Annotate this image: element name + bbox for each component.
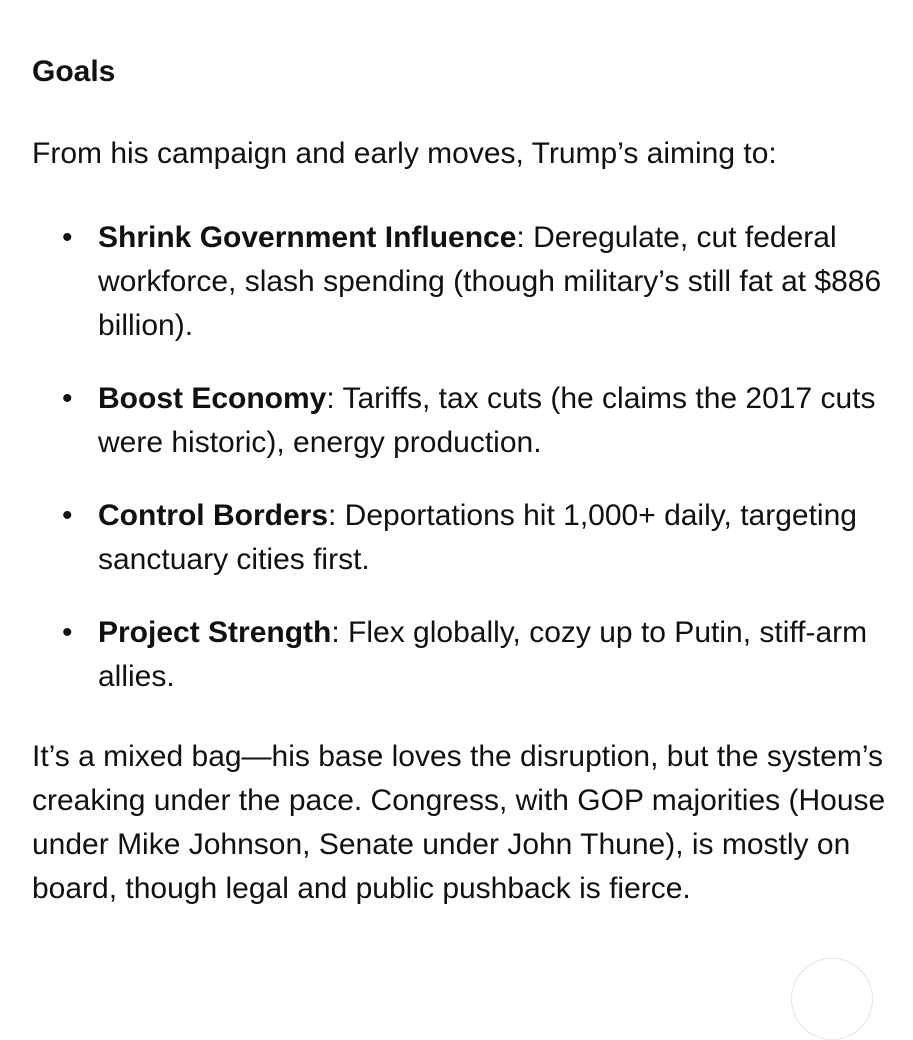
- goal-description: : Deregulate, cut federal workforce, slash spending (though military’s still fat at $886 billion).: [98, 221, 882, 342]
- list-item: [32, 377, 892, 465]
- goal-description: : Deportations hit 1,000+ daily, targeting sanctuary cities first.: [98, 499, 857, 576]
- goal-term: Boost Economy: [98, 382, 327, 415]
- goal-term: Project Strength: [98, 616, 332, 649]
- list-item: [32, 216, 892, 348]
- list-item: [32, 494, 892, 582]
- list-item: [32, 611, 892, 699]
- goals-list: [32, 216, 892, 699]
- goal-description: : Tariffs, tax cuts (he claims the 2017 cuts were historic), energy production.: [98, 382, 876, 459]
- response-content: [32, 50, 892, 911]
- section-heading: Goals: [32, 55, 116, 88]
- goal-term: Shrink Government Influence: [98, 221, 517, 254]
- goal-description: : Flex globally, cozy up to Putin, stiff-arm allies.: [98, 616, 868, 693]
- intro-paragraph: From his campaign and early moves, Trump’s aiming to:: [32, 137, 777, 170]
- closing-paragraph: It’s a mixed bag—his base loves the disruption, but the system’s creaking under the pace. Congress, with GOP majorities (House under Mike Johnson, Senate under John Thune), is mostly on board, though legal and public pushback is fierce.: [32, 740, 886, 905]
- bullet-icon: •: [62, 616, 73, 649]
- goal-term: Control Borders: [98, 499, 329, 532]
- bullet-icon: •: [62, 382, 73, 415]
- bullet-icon: •: [62, 499, 73, 532]
- scroll-down-button[interactable]: [791, 958, 873, 1040]
- bullet-icon: •: [62, 221, 73, 254]
